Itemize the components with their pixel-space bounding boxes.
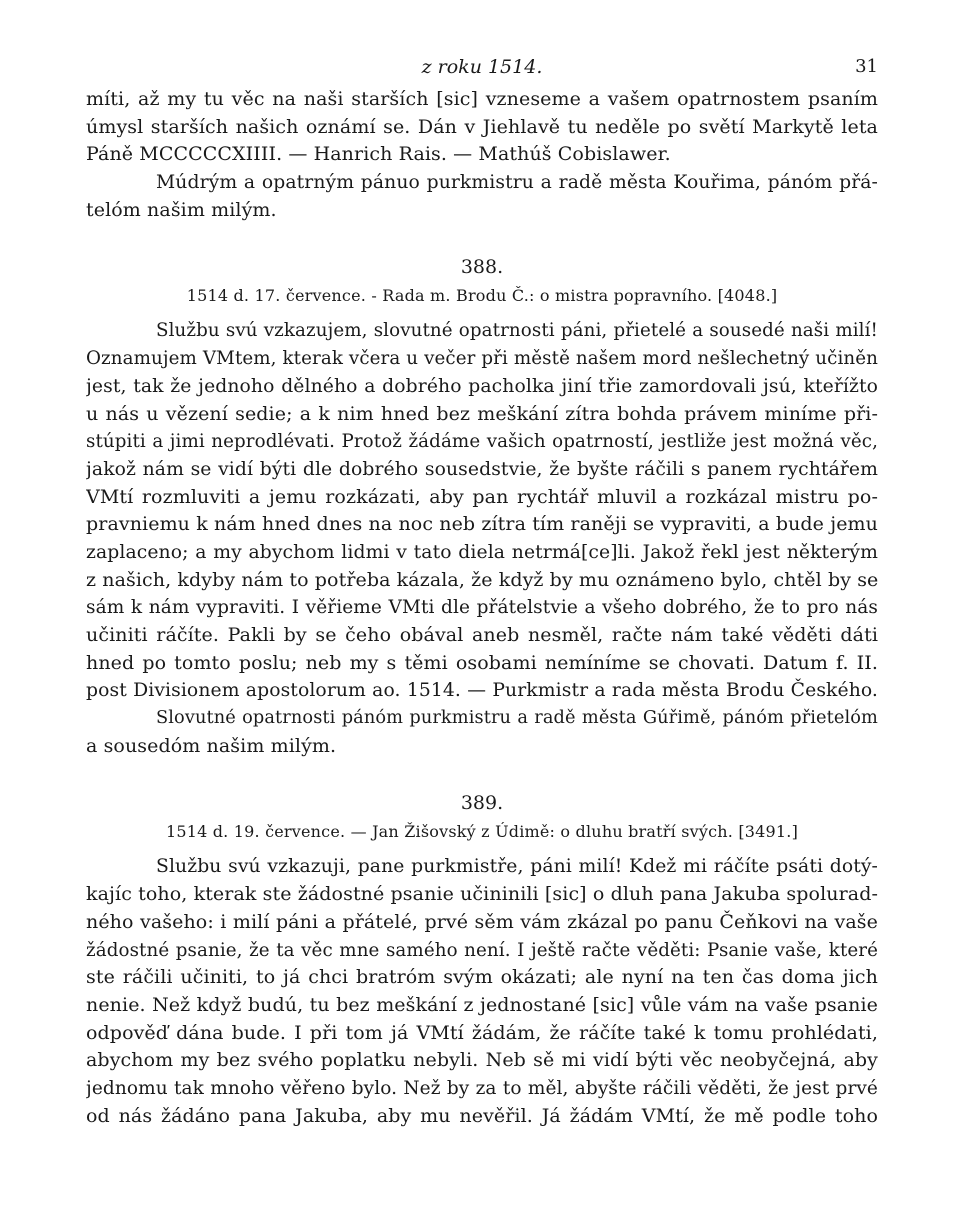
text-line: ného vašeho: i milí páni a přátelé, prvé sěm vám zkázal po panu Čeňkovi na vaše [86,910,878,933]
text-line: stúpiti a jimi neprodlévati. Protož žádáme vašich opatrností, jestliže jest možná věc, [86,431,878,453]
text-line: jest, tak že jednoho dělného a dobrého pacholka jiní třie zamordovali jsú, kteřížto [86,375,878,397]
text-line: nenie. Než když budú, tu bez meškání z jednostané [sic] vůle vám na vaše psanie [86,993,878,1016]
text-line: ste ráčili učiniti, to já chci bratróm svým okázati; ale nyní na ten čas doma jich [86,966,878,989]
address-line: Múdrým a opatrným pánuo purkmistru a radě města Kouřima, pánóm přá- [156,172,878,194]
text-line: odpověď dána bude. I při tom já VMtí žádám, že ráčíte také k tomu prohlédati, [86,1021,878,1044]
text-line: Oznamujem VMtem, kterak včera u večer při městě našem mord nešlechetný učiněn [86,348,878,370]
text-line: zaplaceno; a my abychom lidmi v tato diela netrmá[ce]li. Jakož řekl jest některým [86,541,878,563]
text-line: učiniti ráčíte. Pakli by se čeho obával aneb nesměl, račte nám také věděti dáti [86,624,878,646]
text-line: post Divisionem apostolorum ao. 1514. — Purkmistr a rada města Brodu Českého. [86,680,878,702]
document-header-388: 1514 d. 17. července. - Rada m. Brodu Č.: o mistra popravního. [4048.] [186,286,778,306]
text-line: hned po tomto poslu; neb my s těmi osobami nemíníme se chovati. Datum f. II. [86,651,878,674]
text-line: Službu svú vzkazujem, slovutné opatrnosti páni, přietelé a sousedé naši milí! [156,320,878,342]
document-number-389: 389. [460,792,504,815]
address-line: telóm našim milým. [86,198,277,221]
text-line: úmysl starších našich oznámí se. Dán v Jiehlavě tu neděle po světí Markytě leta [86,115,878,138]
text-line: míti, až my tu věc na naši starších [sic] vzneseme a vašem opatrnostem psaním [86,88,878,110]
document-body-389 [86,853,878,1130]
text-line: žádostné psanie, že ta věc mne samého není. I ještě račte věděti: Psanie vaše, které [86,939,878,961]
running-head [86,56,878,86]
text-line: jakož nám se vidí býti dle dobrého sousedstvie, že byšte ráčili s panem rychtářem [86,458,878,480]
text-line: sám k nám vypraviti. I věřieme VMti dle přátelstvie a všeho dobrého, že to pro nás [86,597,878,619]
document-body-388 [86,317,878,760]
text-line: kajíc toho, kterak ste žádostné psanie učininili [sic] o dluh pana Jakuba spolurad- [86,883,878,906]
continuation-text [86,86,878,224]
text-line: u nás u vězení sedie; a k nim hned bez meškání zítra bohda právem miníme při- [86,402,878,425]
text-line: pravniemu k nám hned dnes na noc neb zítra tím raněji se vypraviti, a bude jemu [86,513,878,536]
address-line: Slovutné opatrnosti pánóm purkmistru a radě města Gúřimě, pánóm přietelóm [156,708,878,729]
text-line: z našich, kdyby nám to potřeba kázala, že když by mu oznámeno bylo, chtěl by se [86,568,878,591]
address-line: a sousedóm našim milým. [86,734,337,757]
document-page [86,56,878,1130]
text-line: abychom my bez svého poplatku nebyli. Neb sě mi vidí býti věc neobyčejná, aby [86,1049,878,1072]
text-line: Páně MCCCCCXIIII. — Hanrich Rais. — Mathúš Cobislawer. [86,143,671,166]
text-line: od nás žádáno pana Jakuba, aby mu nevěřil. Já žádám VMtí, že mě podle toho [86,1104,878,1127]
document-number-388: 388. [460,256,504,279]
document-header-389: 1514 d. 19. července. — Jan Žišovský z Údimě: o dluhu bratří svých. [3491.] [165,822,799,842]
text-line: Službu svú vzkazuji, pane purkmistře, páni milí! Kdež mi ráčíte psáti dotý- [156,856,878,878]
running-title: z roku 1514. [421,56,543,78]
text-line: jednomu tak mnoho věřeno bylo. Než by za to měl, abyšte ráčili věděti, že jest prvé [86,1077,878,1099]
page-number: 31 [855,56,878,77]
text-line: VMtí rozmluviti a jemu rozkázati, aby pan rychtář mluvil a rozkázal mistru po- [86,485,878,508]
